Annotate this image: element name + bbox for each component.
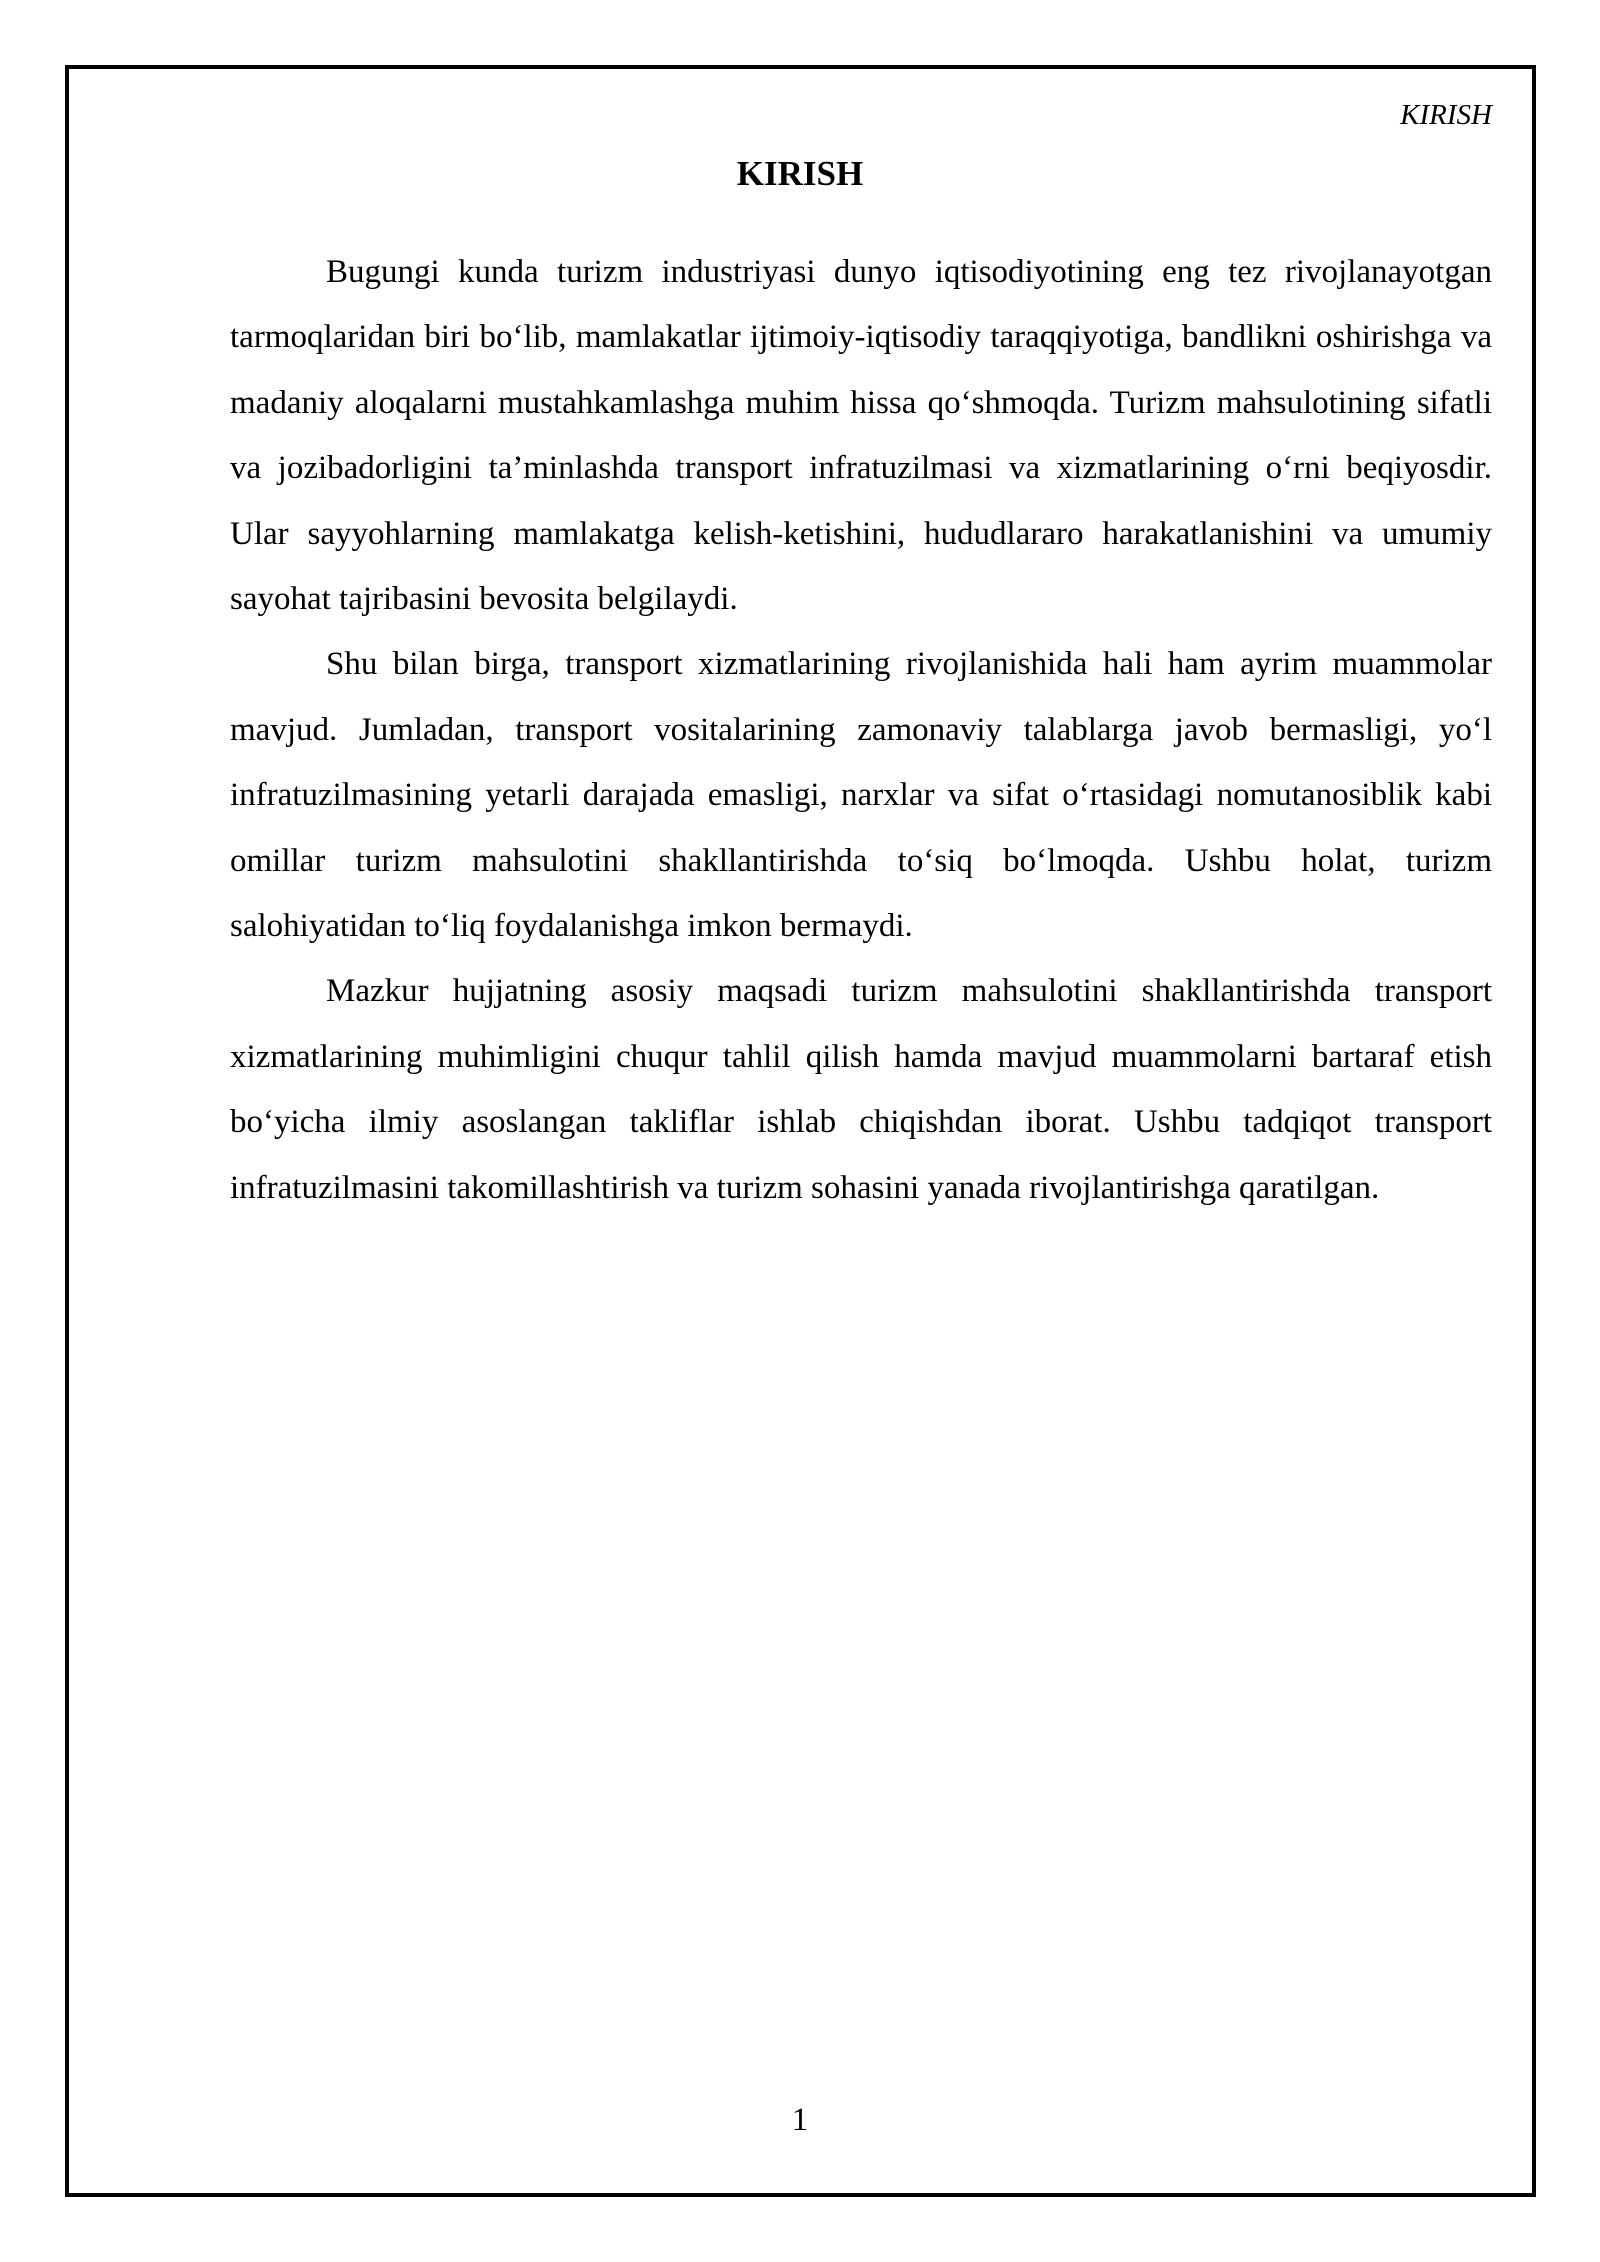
paragraph-1: Bugungi kunda turizm industriyasi dunyo iqtisodiyotining eng tez rivojlanayotgan tarmoqlaridan biri bo‘lib, mamlakatlar ijtimoiy-iqtisodiy taraqqiyotiga, bandlikni oshirishga va madaniy aloqalarni mustahkamlashga muhim hissa qo‘shmoqda. Turizm mahsulotining sifatli va jozibadorligini ta’minlashda transport infratuzilmasi va xizmatlarining o‘rni beqiyosdir. Ular sayyohlarning mamlakatga kelish-ketishini, hududlararo harakatlanishini va umumiy sayohat tajribasini bevosita belgilaydi. bbox=[230, 254, 1492, 618]
paragraph-3: Mazkur hujjatning asosiy maqsadi turizm mahsulotini shakllantirishda transport xizmatlarining muhimligini chuqur tahlil qilish hamda mavjud muammolarni bartaraf etish bo‘yicha ilmiy asoslangan takliflar ishlab chiqishdan iborat. Ushbu tadqiqot transport infratuzilmasini takomillashtirish va turizm sohasini yanada rivojlantirishga qaratilgan. bbox=[230, 973, 1492, 1206]
paragraph-2: Shu bilan birga, transport xizmatlarining rivojlanishida hali ham ayrim muammolar mavjud. Jumladan, transport vositalarining zamonaviy talablarga javob bermasligi, yo‘l infratuzilmasining yetarli darajada emasligi, narxlar va sifat o‘rtasidagi nomutanosiblik kabi omillar turizm mahsulotini shakllantirishda to‘siq bo‘lmoqda. Ushbu holat, turizm salohiyatidan to‘liq foydalanishga imkon bermaydi. bbox=[230, 646, 1492, 945]
page-number: 1 bbox=[791, 2102, 809, 2138]
running-header: KIRISH bbox=[1400, 99, 1492, 131]
document-title: KIRISH bbox=[736, 154, 864, 193]
body-text bbox=[230, 240, 1492, 1221]
